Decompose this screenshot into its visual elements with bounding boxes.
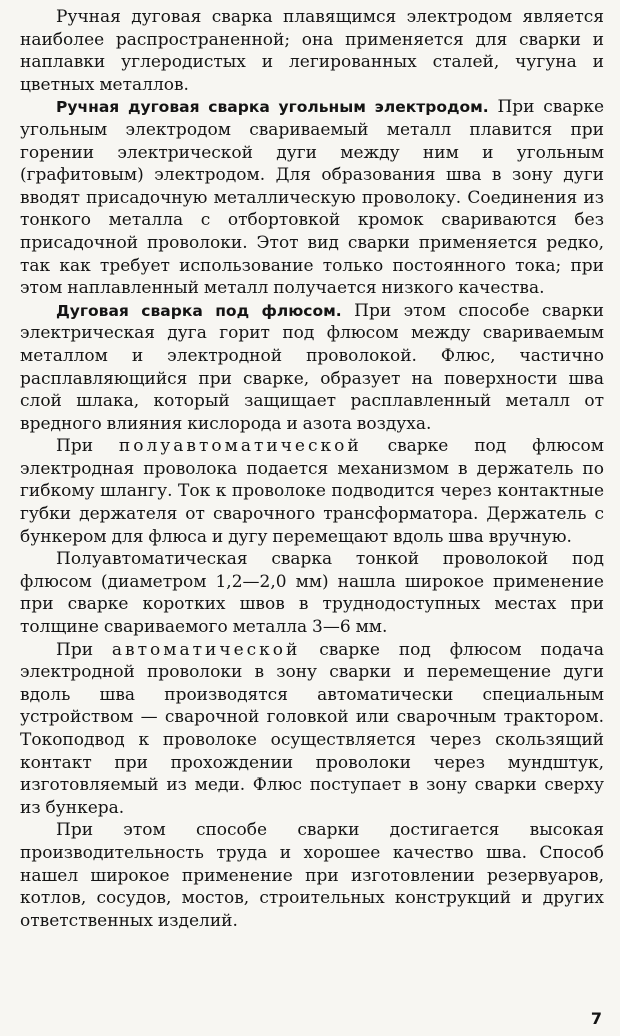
paragraph-5-text: Полуавтоматическая сварка тонкой проволокой под флюсом (диаметром 1,2—2,0 мм) нашла широкое применение при сварке коротких швов в труднодоступных местах при толщине свариваемого металла 3—6 мм. — [20, 549, 604, 638]
paragraph-5 — [20, 548, 604, 638]
paragraph-6-text: сварке под флюсом подача электродной проволоки в зону сварки и перемещение дуги вдоль шва производятся автоматически специальным устройством — сварочной головкой или сварочным трактором. Токоподвод к проволоке осуществляется через скользящий контакт при прохождении проволоки через мундштук, изготовляемый из меди. Флюс поступает в зону сварки сверху из бункера. — [20, 639, 604, 818]
paragraph-1 — [20, 6, 604, 96]
paragraph-1-text: Ручная дуговая сварка плавящимся электродом является наиболее распространенной; она применяется для сварки и наплавки углеродистых и легированных сталей, чугуна и цветных металлов. — [20, 7, 604, 95]
page-number: 7 — [590, 1009, 602, 1028]
paragraph-2-text: При сварке угольным электродом свариваемый металл плавится при горении электрической дуги между ним и угольным (графитовым) электродом. Для образования шва в зону дуги вводят присадочную металлическую проволоку. Соединения из тонкого металла с отбортовкой кромок свариваются без присадочной проволоки. Этот вид сварки применяется редко, так как требует использование только постоянного тока; при этом наплавленный металл получается низкого качества. — [20, 97, 605, 299]
paragraph-4-spaced-term: полуавтоматической — [118, 436, 362, 457]
paragraph-3-heading: Дуговая сварка под флюсом. — [56, 301, 342, 320]
paragraph-6-spaced-term: автоматической — [111, 639, 301, 660]
paragraph-2-heading: Ручная дуговая сварка угольным электродом. — [56, 98, 489, 117]
paragraph-4-text: сварке под флюсом электродная проволока подается механизмом в держатель по гибкому шлангу. Ток к проволоке подводится через контактные губки держателя от сварочного трансформатора. Держатель с бункером для флюса и дугу перемещают вдоль шва вручную. — [20, 436, 604, 547]
paragraph-3-text: При этом способе сварки электрическая дуга горит под флюсом между свариваемым металлом и электродной проволокой. Флюс, частично расплавляющийся при сварке, образует на поверхности шва слой шлака, который защищает расплавленный металл от вредного влияния кислорода и азота воздуха. — [20, 300, 604, 434]
paragraph-6 — [20, 639, 604, 820]
paragraph-7-text: При этом способе сварки достигается высокая производительность труда и хорошее качество шва. Способ нашел широкое применение при изготовлении резервуаров, котлов, сосудов, мостов, строительных конструкций и других ответственных изделий. — [20, 820, 604, 931]
paragraph-3 — [20, 300, 604, 436]
paragraph-2 — [20, 96, 604, 299]
paragraph-7 — [20, 819, 604, 932]
paragraph-4-lead: При — [56, 436, 119, 457]
paragraph-4 — [20, 435, 604, 548]
paragraph-6-lead: При — [56, 639, 112, 660]
